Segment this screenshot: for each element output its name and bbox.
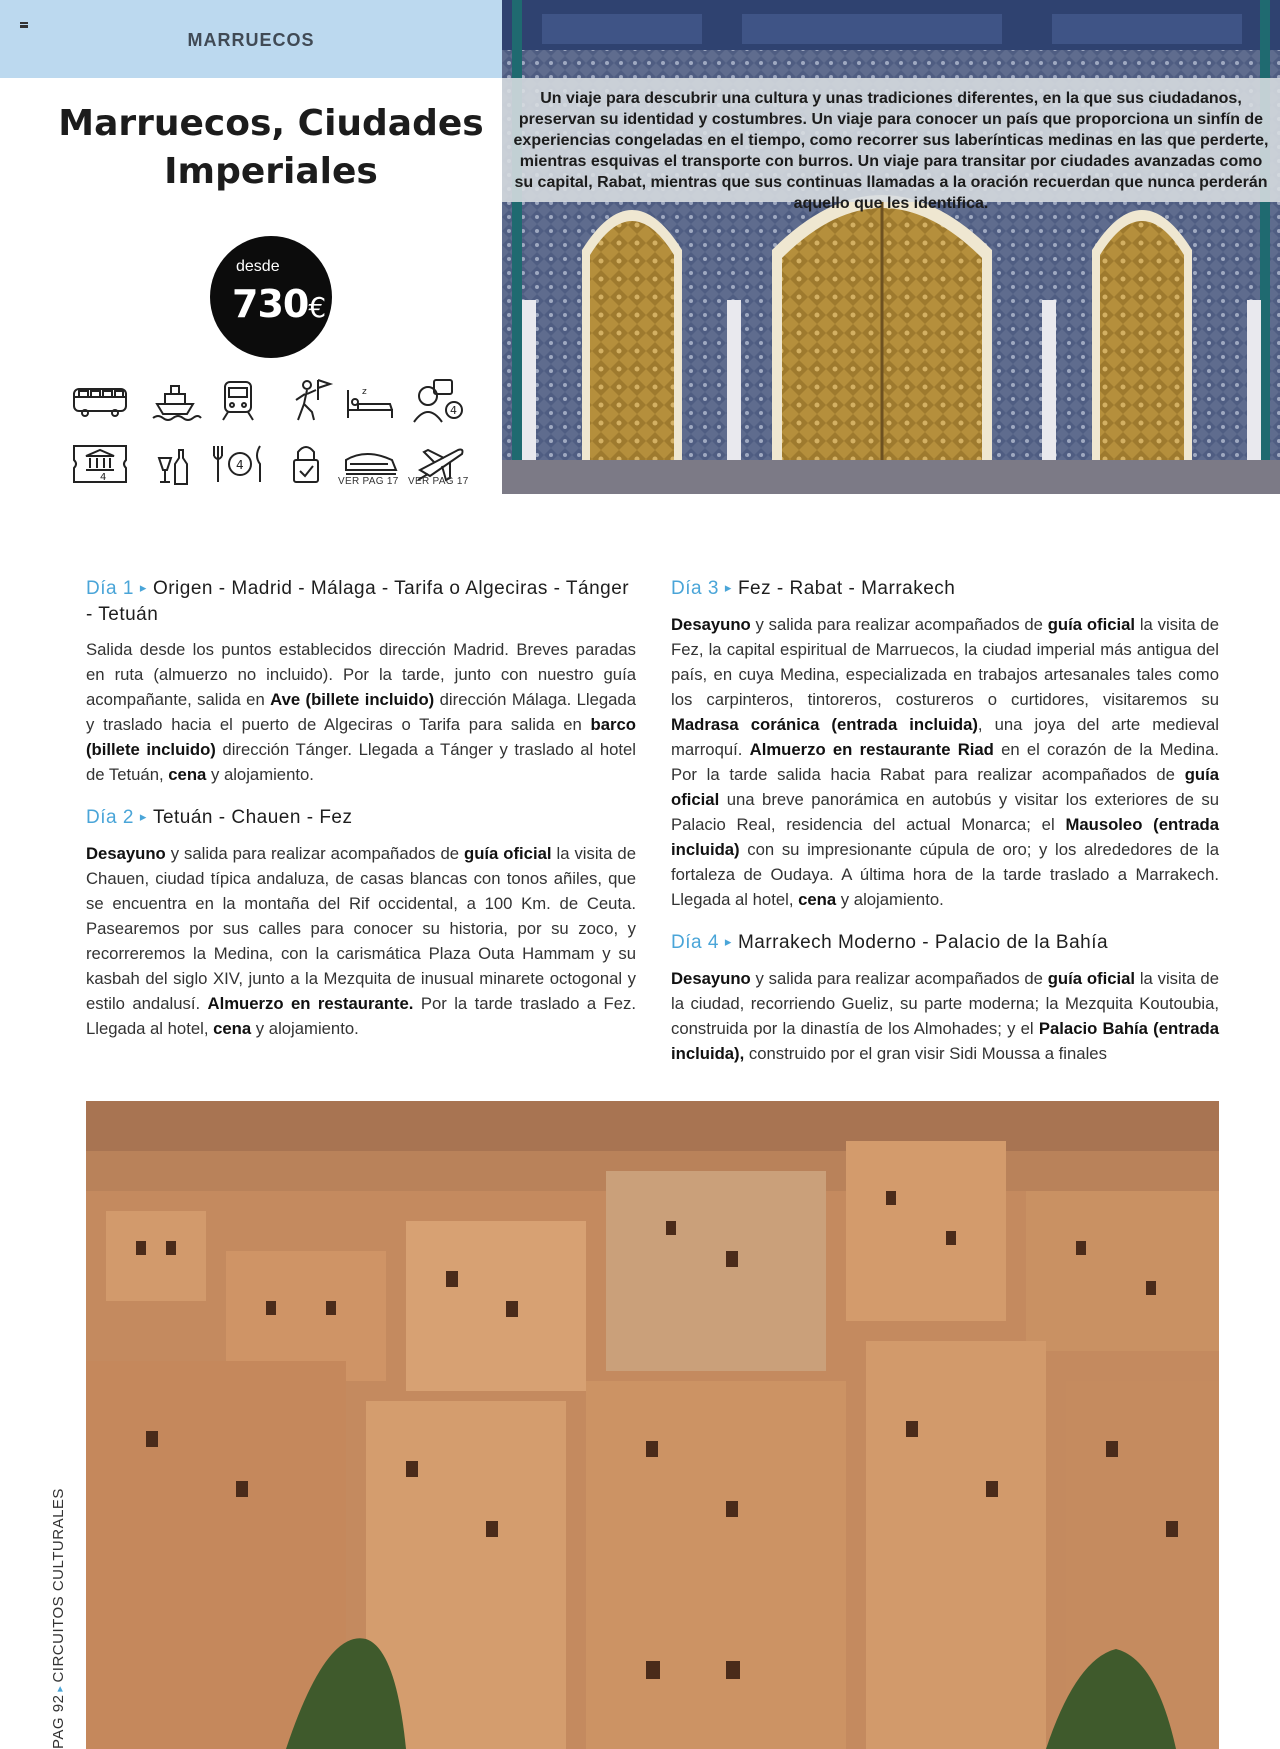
day-1-label: Día 1 <box>86 578 134 599</box>
title-line-2: Imperiales <box>164 151 378 192</box>
page-title <box>40 100 502 196</box>
day-1-route: Origen - Madrid - Málaga - Tarifa o Algeciras - Tánger - Tetuán <box>86 578 630 625</box>
day-4-text: Desayuno y salida para realizar acompañados de guía oficial la visita de la ciudad, recorriendo Gueliz, su parte moderna; la Mezquita Koutoubia, construida por la dinastía de los Almohades; y el Palacio Bahía (entrada incluida), construido por el gran visir Sidi Moussa a finales <box>671 969 1219 1063</box>
day-4-label: Día 4 <box>671 932 719 953</box>
day-2-text: Desayuno y salida para realizar acompañados de guía oficial la visita de Chauen, ciudad típica andaluza, de casas blancas con tonos añiles, que se encuentra en la montaña del Rif occidental, a 100 Km. de Ceuta. Pasearemos por sus calles para conocer su historia, por su zoco, y recorreremos la Medina, con la carismática Plaza Outa Hammam y su kasbah del siglo XIV, junto a la Mezquita de inusual minarete octogonal y estilo andalusí. Almuerzo en restaurante. Por la tarde traslado a Fez. Llegada al hotel, cena y alojamiento. <box>86 844 636 1038</box>
see-page-label-1: VER PAG 17 <box>338 476 399 487</box>
price-from-label: desde <box>236 258 280 275</box>
svg-text:z: z <box>362 387 367 397</box>
meals-badge: 4 <box>236 458 244 472</box>
itinerary-column-right <box>671 576 1219 1084</box>
ticket-monument-icon <box>70 440 130 488</box>
day-2-route: Tetuán - Chauen - Fez <box>152 807 353 828</box>
kasbah-photo <box>86 1101 1219 1749</box>
train-icon <box>208 376 268 424</box>
chevron-right-icon: ▸ <box>139 580 147 595</box>
day-4-route: Marrakech Moderno - Palacio de la Bahía <box>737 932 1109 953</box>
day-3-heading <box>671 576 1219 602</box>
day-4-heading <box>671 930 1219 956</box>
day-3-route: Fez - Rabat - Marrakech <box>737 578 956 599</box>
bus-icon <box>70 376 130 424</box>
day-1-text: Salida desde los puntos establecidos dirección Madrid. Breves paradas en ruta (almuerzo no incluido). Por la tarde, junto con nuestro guía acompañante, salida en Ave (billete incluido) dirección Málaga. Llegada y traslado hacia el puerto de Algeciras o Tarifa para salida en barco (billete incluido) dirección Tánger. Llegada a Tánger y traslado al hotel de Tetuán, cena y alojamiento. <box>86 640 636 784</box>
chevron-right-icon: ▸ <box>724 934 732 949</box>
day-3-label: Día 3 <box>671 578 719 599</box>
hero-photo-royal-palace-gates <box>502 0 1280 494</box>
price-badge <box>210 236 332 358</box>
ticket-badge: 4 <box>100 472 107 483</box>
itinerary-column-left <box>86 576 636 1059</box>
menu-icon[interactable] <box>20 22 28 28</box>
hotel-bed-icon <box>340 376 400 424</box>
title-line-1: Marruecos, Ciudades <box>58 103 484 144</box>
intro-text: Un viaje para descubrir una cultura y unas tradiciones diferentes, en la que sus ciudadanos, preservan su identidad y costumbres. Un viaje para conocer un país que proporciona un sinfín de experiencias congeladas en el tiempo, como recorrer sus laberínticas medinas en las que perderte, mientras esquivas el transporte con burros. Un viaje para transitar por ciudades avanzadas como su capital, Rabat, mientras que sus continuas llamadas a la oración recuerdan que nunca perderán aquello que les identifica. <box>513 90 1269 212</box>
day-3-text: Desayuno y salida para realizar acompañados de guía oficial la visita de Fez, la capital espiritual de Marruecos, la ciudad imperial más antigua del país, en cuya Medina, especializada en trabajos artesanales tales como los carpinteros, tintoreros, costureros o curtidores, visitaremos su Madrasa coránica (entrada incluida), una joya del arte medieval marroquí. Almuerzo en restaurante Riad en el corazón de la Medina. Por la tarde salida hacia Rabat para realizar acompañados de guía oficial una breve panorámica en autobús y visitar los exteriores de su Palacio Real, residencia del actual Monarca; el Mausoleo (entrada incluida) con su impresionante cúpula de oro; y los alrededores de la fortaleza de Oudaya. A última hora de la tarde traslado a Marrakech. Llegada al hotel, cena y alojamiento. <box>671 615 1219 909</box>
day-2-label: Día 2 <box>86 807 134 828</box>
header-band <box>0 0 502 78</box>
price-value <box>232 282 325 326</box>
price-currency: € <box>308 291 326 324</box>
insurance-lock-icon <box>276 440 336 488</box>
guide-days-badge: 4 <box>450 404 457 417</box>
intro-band <box>502 78 1280 212</box>
drinks-icon <box>145 440 205 488</box>
page-number: PAG 92 <box>50 1694 67 1749</box>
see-page-label-2: VER PAG 17 <box>408 476 469 487</box>
price-amount: 730 <box>232 282 309 326</box>
chevron-right-icon: ▸ <box>139 809 147 824</box>
chevron-right-icon: ▸ <box>54 1685 66 1692</box>
day-2-heading <box>86 805 636 831</box>
guide-days-icon <box>408 376 468 424</box>
meals-icon <box>210 440 270 488</box>
ship-icon <box>145 376 205 424</box>
section-label: MARRUECOS <box>187 30 315 50</box>
page-footer-vertical <box>50 1488 67 1749</box>
day-1-heading <box>86 576 636 627</box>
guide-icon <box>280 376 340 424</box>
footer-section: CIRCUITOS CULTURALES <box>50 1488 67 1683</box>
chevron-right-icon: ▸ <box>724 580 732 595</box>
